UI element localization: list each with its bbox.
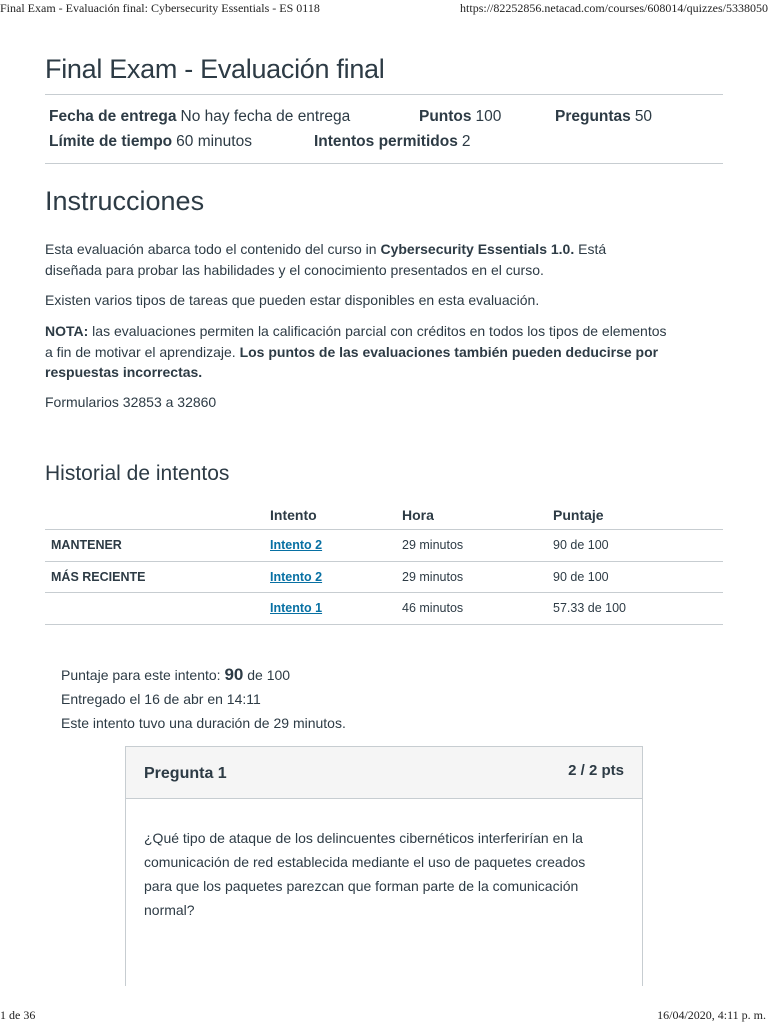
attempt-link[interactable]: Intento 1	[270, 601, 323, 615]
attempt-duration: Este intento tuvo una duración de 29 minutos.	[61, 715, 346, 731]
table-divider	[45, 624, 723, 625]
attempts-allowed-detail	[314, 133, 470, 151]
question-card	[125, 746, 643, 986]
table-divider	[45, 561, 723, 562]
divider	[45, 94, 723, 95]
attempt-score-summary: Puntaje para este intento: 90 de 100	[61, 665, 291, 684]
question-points: 2 / 2 pts	[568, 762, 624, 779]
divider	[45, 163, 723, 164]
instructions-paragraph-1: Esta evaluación abarca todo el contenido del curso in Cybersecurity Essentials 1.0. Está diseñada para probar las habilidades y el conocimiento presentados en el curso.	[45, 241, 607, 278]
row-label: MÁS RECIENTE	[51, 570, 146, 584]
questions-value: 50	[634, 108, 653, 125]
time-limit-detail	[49, 133, 252, 151]
time-limit-label: Límite de tiempo	[49, 133, 173, 150]
attempt-history-heading: Historial de intentos	[45, 462, 230, 485]
page-counter: 1 de 36	[0, 1008, 36, 1022]
instructions-forms: Formularios 32853 a 32860	[45, 394, 217, 410]
attempt-score: 90 de 100	[553, 570, 609, 584]
print-footer	[0, 1006, 768, 1024]
attempt-time: 29 minutos	[402, 570, 464, 584]
print-header	[0, 0, 768, 18]
attempts-allowed-label: Intentos permitidos	[314, 133, 458, 150]
points-value: 100	[475, 108, 502, 125]
print-datetime: 16/04/2020, 4:11 p. m.	[657, 1008, 766, 1022]
points-detail	[419, 108, 501, 126]
page-title: Final Exam - Evaluación final	[45, 54, 385, 84]
attempt-score-value: 90	[224, 665, 244, 684]
column-header-time: Hora	[402, 507, 434, 523]
due-date-label: Fecha de entrega	[49, 108, 177, 125]
question-header	[126, 747, 642, 799]
attempt-time: 29 minutos	[402, 538, 464, 552]
row-label: MANTENER	[51, 538, 122, 552]
questions-label: Preguntas	[555, 108, 631, 125]
column-header-score: Puntaje	[553, 507, 604, 523]
questions-detail	[555, 108, 652, 126]
attempt-time: 46 minutos	[402, 601, 464, 615]
attempt-link[interactable]: Intento 2	[270, 538, 323, 552]
instructions-note: NOTA: las evaluaciones permiten la calificación parcial con créditos en todos los tipos de elementos a fin de motivar el aprendizaje. Los puntos de las evaluaciones también pueden deducirse por respuestas incorrectas.	[45, 323, 667, 380]
attempt-score: 57.33 de 100	[553, 601, 626, 615]
column-header-attempt: Intento	[270, 507, 317, 523]
print-page-title: Final Exam - Evaluación final: Cybersecurity Essentials - ES 0118	[0, 1, 320, 15]
attempt-submitted: Entregado el 16 de abr en 14:11	[61, 691, 261, 707]
question-text: ¿Qué tipo de ataque de los delincuentes cibernéticos interferirían en la comunicación de red establecida mediante el uso de paquetes creados para que los paquetes parezcan que forman parte de la comunicación normal?	[144, 830, 586, 918]
instructions-heading: Instrucciones	[45, 186, 205, 216]
table-divider	[45, 529, 723, 530]
attempts-allowed-value: 2	[461, 133, 471, 150]
due-date-value: No hay fecha de entrega	[180, 108, 351, 125]
time-limit-value: 60 minutos	[176, 133, 252, 150]
points-label: Puntos	[419, 108, 472, 125]
course-name: Cybersecurity Essentials 1.0.	[380, 241, 575, 257]
due-date-detail	[49, 108, 350, 126]
attempt-score: 90 de 100	[553, 538, 609, 552]
print-url: https://82252856.netacad.com/courses/608014/quizzes/5338050	[460, 1, 768, 15]
question-title: Pregunta 1	[144, 765, 227, 782]
attempt-link[interactable]: Intento 2	[270, 570, 323, 584]
instructions-paragraph-2: Existen varios tipos de tareas que pueden estar disponibles en esta evaluación.	[45, 292, 540, 308]
table-divider	[45, 592, 723, 593]
